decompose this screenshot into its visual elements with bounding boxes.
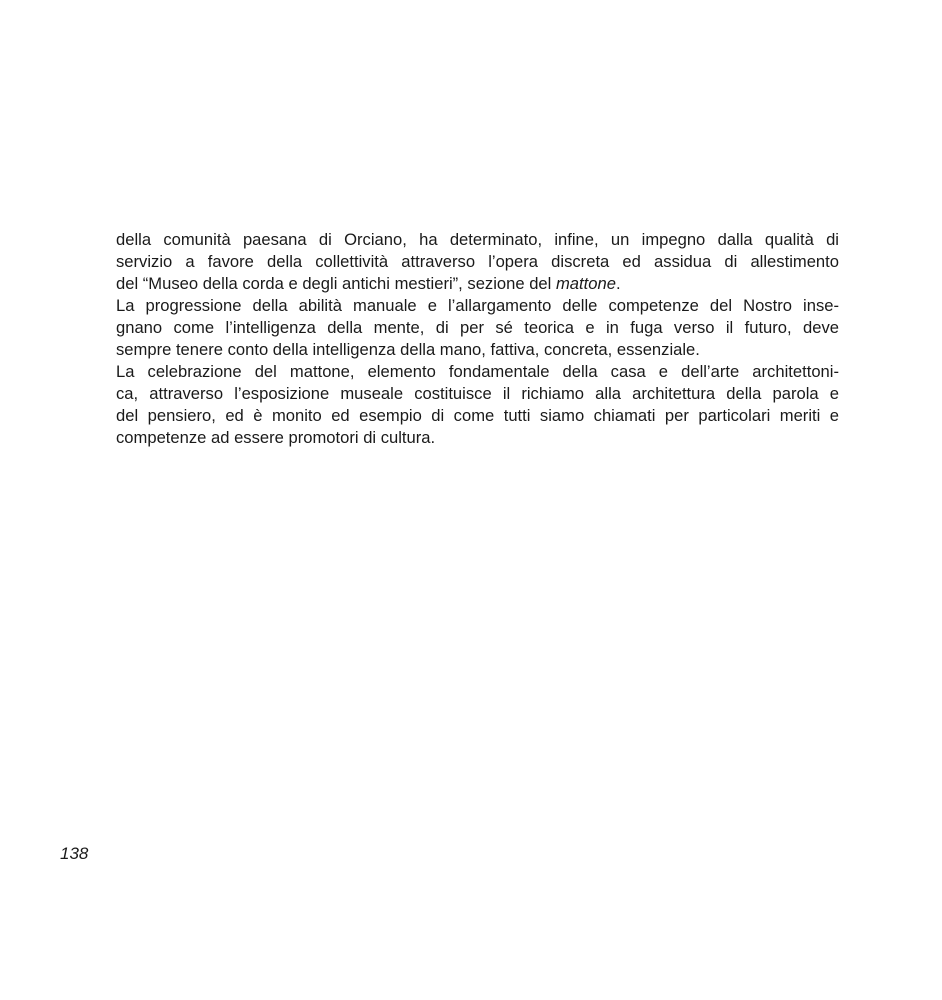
text-segment: del “Museo della corda e degli antichi mestieri”, sezione del xyxy=(116,274,556,293)
text-segment: . xyxy=(615,274,621,293)
text-line: servizio a favore della collettività attraverso l’opera discreta ed assidua di allestimento xyxy=(116,252,839,271)
text-line: La progressione della abilità manuale e l’allargamento delle competenze del Nostro inse- xyxy=(116,296,839,315)
text-line xyxy=(116,273,839,295)
text-line: competenze ad essere promotori di cultura. xyxy=(116,428,436,447)
text-line: sempre tenere conto della intelligenza della mano, fattiva, concreta, essenziale. xyxy=(116,340,700,359)
body-text xyxy=(116,229,839,449)
text-line: del pensiero, ed è monito ed esempio di come tutti siamo chiamati per particolari meriti e xyxy=(116,406,839,425)
page-number: 138 xyxy=(60,844,89,863)
text-line: ca, attraverso l’esposizione museale costituisce il richiamo alla architettura della parola e xyxy=(116,384,839,403)
text-line: La celebrazione del mattone, elemento fondamentale della casa e dell’arte architettoni- xyxy=(116,362,839,381)
text-line: della comunità paesana di Orciano, ha determinato, infine, un impegno dalla qualità di xyxy=(116,230,839,249)
text-line: gnano come l’intelligenza della mente, di per sé teorica e in fuga verso il futuro, deve xyxy=(116,318,839,337)
italic-term: mattone xyxy=(555,274,616,293)
